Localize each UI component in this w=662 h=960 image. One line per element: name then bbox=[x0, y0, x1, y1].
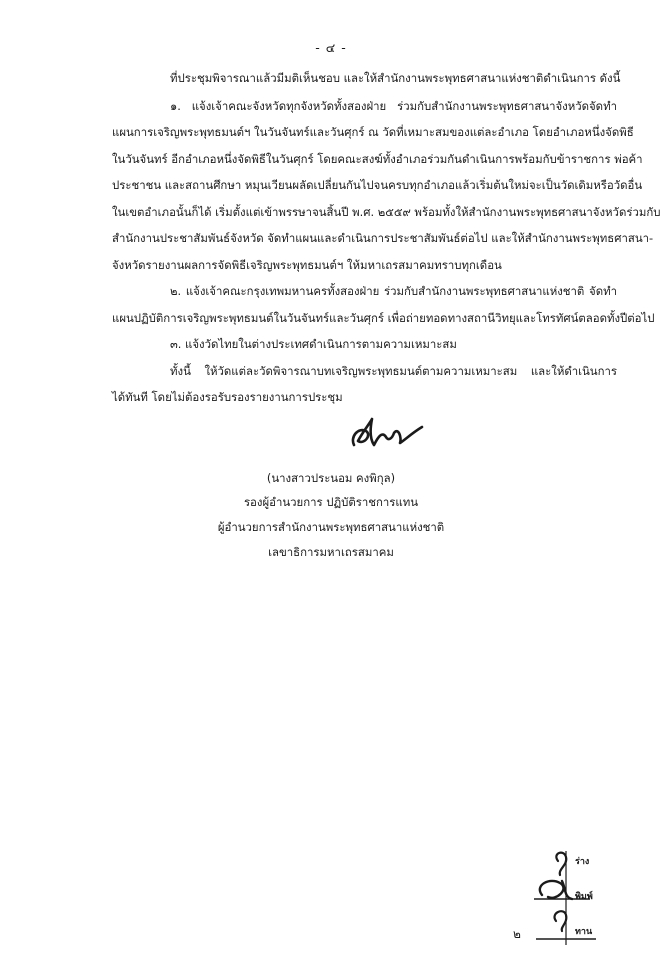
body-line: ทั้งนี้ ให้วัดแต่ละวัดพิจารณาบทเจริญพระพุทธมนต์ตามความเหมาะสม และให้ดำเนินการ bbox=[170, 364, 617, 378]
signatory-title: ผู้อำนวยการสำนักงานพระพุทธศาสนาแห่งชาติ bbox=[217, 520, 445, 534]
body-line: แผนปฏิบัติการเจริญพระพุทธมนต์ในวันจันทร์และวันศุกร์ เพื่อถ่ายทอดทางสถานีวิทยุและโทรทัศน์ตลอดทั้งปีต่อไป bbox=[112, 311, 655, 325]
signatory-name: (นางสาวประนอม คงพิกุล) bbox=[266, 471, 396, 485]
body-line: ๓. แจ้งวัดไทยในต่างประเทศดำเนินการตามความเหมาะสม bbox=[170, 337, 457, 351]
initials-label: ร่าง bbox=[575, 857, 590, 867]
signatory-title: รองผู้อำนวยการ ปฏิบัติราชการแทน bbox=[243, 495, 419, 509]
body-line: ๒. แจ้งเจ้าคณะกรุงเทพมหานครทั้งสองฝ่าย ร่วมกับสำนักงานพระพุทธศาสนาแห่งชาติ จัดทำ bbox=[170, 284, 617, 298]
body-line: ที่ประชุมพิจารณาแล้วมีมติเห็นชอบ และให้สำนักงานพระพุทธศาสนาแห่งชาติดำเนินการ ดังนี้ bbox=[170, 71, 621, 85]
body-line: ได้ทันที โดยไม่ต้องรอรับรองรายงานการประชุม bbox=[112, 390, 343, 404]
page-mark: ๒ bbox=[513, 927, 521, 941]
handwritten-signature bbox=[348, 415, 428, 455]
signatory-title: เลขาธิการมหาเถรสมาคม bbox=[268, 545, 394, 559]
body-line: ประชาชน และสถานศึกษา หมุนเวียนผลัดเปลี่ยนกันไปจนครบทุกอำเภอแล้วเริ่มต้นใหม่จะเป็นวัดเดิมหรือวัดอื่น bbox=[112, 178, 643, 192]
initials-label: ทาน bbox=[575, 927, 593, 937]
body-line: ๑. แจ้งเจ้าคณะจังหวัดทุกจังหวัดทั้งสองฝ่าย ร่วมกับสำนักงานพระพุทธศาสนาจังหวัดจัดทำ bbox=[170, 99, 617, 113]
body-line: จังหวัดรายงานผลการจัดพิธีเจริญพระพุทธมนต์ฯ ให้มหาเถรสมาคมทราบทุกเดือน bbox=[112, 258, 502, 272]
body-line: ในเขตอำเภอนั้นก็ได้ เริ่มตั้งแต่เข้าพรรษาจนสิ้นปี พ.ศ. ๒๕๕๙ พร้อมทั้งให้สำนักงานพระพุทธศาสนาจังหวัดร่วมกับ bbox=[112, 205, 661, 219]
body-line: สำนักงานประชาสัมพันธ์จังหวัด จัดทำแผนและดำเนินการประชาสัมพันธ์ต่อไป และให้สำนักงานพระพุทธศาสนา- bbox=[112, 231, 654, 245]
body-line: แผนการเจริญพระพุทธมนต์ฯ ในวันจันทร์และวันศุกร์ ณ วัดที่เหมาะสมของแต่ละอำเภอ โดยอำเภอหนึ่งจัดพิธี bbox=[112, 125, 634, 139]
page-number: - ๔ - bbox=[315, 40, 347, 55]
initials-label: พิมพ์ bbox=[575, 892, 593, 902]
body-line: ในวันจันทร์ อีกอำเภอหนึ่งจัดพิธีในวันศุกร์ โดยคณะสงฆ์ทั้งอำเภอร่วมกันดำเนินการพร้อมกับข้าราชการ พ่อค้า bbox=[112, 152, 643, 166]
